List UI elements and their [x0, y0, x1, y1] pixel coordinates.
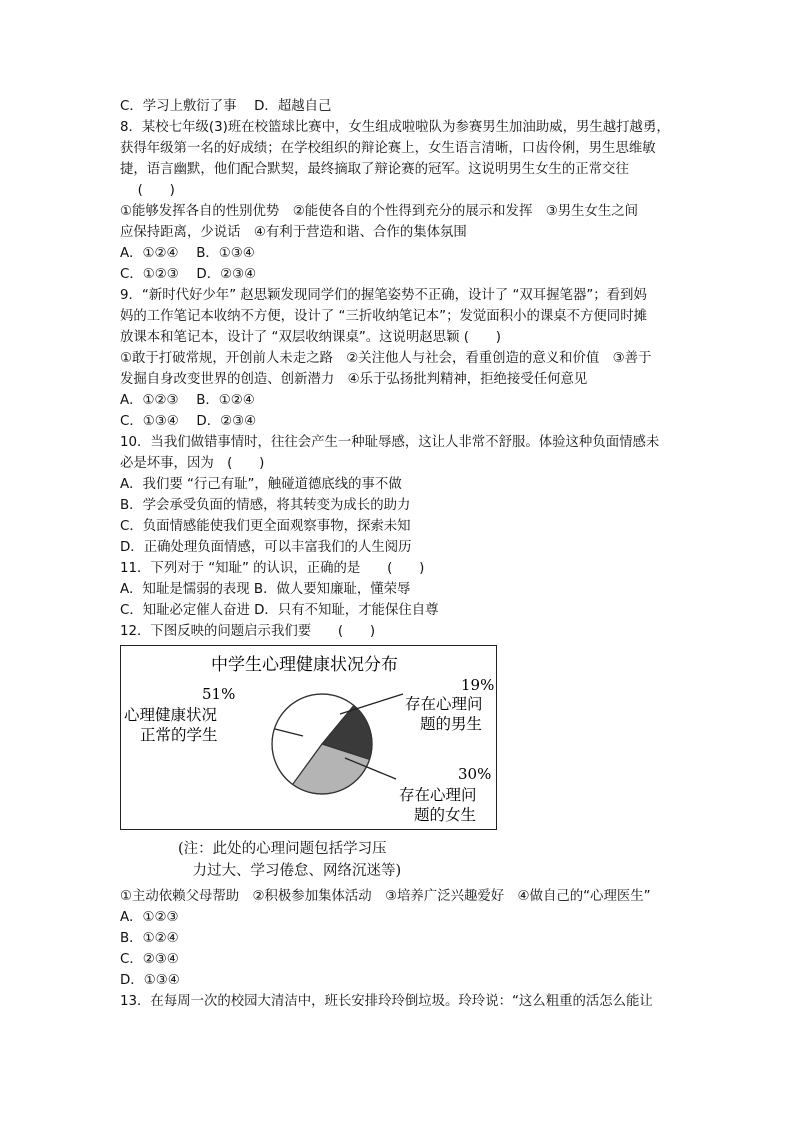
q8-stem-line1: 8．某校七年级(3)班在校篮球比赛中，女生组成啦啦队为参赛男生加油助威，男生越打越勇， [120, 120, 670, 135]
q9-statements-line1: ①敢于打破常规，开创前人未走之路 ②关注他人与社会，看重创造的意义和价值 ③善于 [120, 351, 652, 366]
q9-stem-line2: 妈的工作笔记本收纳不方便，设计了 “三折收纳笔记本”；发觉面积小的课桌不方便同时摊 [120, 309, 647, 324]
q11-options-ab: A．知耻是懦弱的表现 B．做人要知廉耻，懂荣辱 [120, 582, 411, 597]
q8-answer-blank: ( ) [120, 183, 175, 198]
figure-note-line1: (注：此处的心理问题包括学习压 [178, 841, 387, 857]
q10-stem-line1: 10．当我们做错事情时，往往会产生一种耻辱感，这让人非常不舒服。体验这种负面情感未 [120, 435, 660, 450]
chart-title: 中学生心理健康状况分布 [211, 655, 398, 675]
pie-chart-figure [120, 645, 497, 830]
q7-options-cd: C．学习上敷衍了事 D．超越自己 [120, 99, 332, 114]
q12-option-d: D．①③④ [120, 973, 180, 988]
pie-chart-svg [121, 646, 498, 831]
label-normal-line1: 心理健康状况 [124, 706, 218, 724]
q8-stem-line2: 获得年级第一名的好成绩；在学校组织的辩论赛上，女生语言清晰，口齿伶俐，男生思维敏 [120, 141, 656, 156]
q11-options-cd: C．知耻必定催人奋进 D．只有不知耻，才能保住自尊 [120, 603, 439, 618]
label-normal-line2: 正常的学生 [140, 726, 218, 744]
label-normal-pct: 51% [202, 685, 236, 703]
q8-options-cd: C．①②③ D．②③④ [120, 267, 257, 282]
label-boys-pct: 19% [461, 676, 495, 694]
q10-option-a: A．我们要 “行己有耻”，触碰道德底线的事不做 [120, 477, 402, 492]
label-girls-line1: 存在心理问 [399, 786, 477, 804]
q12-option-c: C．②③④ [120, 952, 179, 967]
label-boys-line1: 存在心理问 [405, 695, 483, 713]
q8-statements-line2: 应保持距离，少说话 ④有利于营造和谐、合作的集体氛围 [120, 225, 467, 240]
q10-option-b: B．学会承受负面的情感，将其转变为成长的助力 [120, 498, 411, 513]
q8-statements-line1: ①能够发挥各自的性别优势 ②能使各自的个性得到充分的展示和发挥 ③男生女生之间 [120, 204, 639, 219]
q9-stem-line3: 放课本和笔记本，设计了 “双层收纳课桌”。这说明赵思颖 ( ) [120, 330, 501, 345]
q12-stem: 12．下图反映的问题启示我们要 ( ) [120, 624, 376, 639]
q8-stem-line3: 捷，语言幽默，他们配合默契，最终摘取了辩论赛的冠军。这说明男生女生的正常交往 [120, 162, 629, 177]
label-boys-line2: 题的男生 [420, 715, 483, 733]
q12-option-a: A．①②③ [120, 910, 179, 925]
q9-options-cd: C．①③④ D．②③④ [120, 414, 257, 429]
q10-stem-line2: 必是坏事，因为 ( ) [120, 456, 265, 471]
q12-statements: ①主动依赖父母帮助 ②积极参加集体活动 ③培养广泛兴趣爱好 ④做自己的“心理医生” [120, 889, 651, 904]
q9-statements-line2: 发掘自身改变世界的创造、创新潜力 ④乐于弘扬批判精神，拒绝接受任何意见 [120, 372, 588, 387]
label-girls-line2: 题的女生 [414, 806, 477, 824]
q9-options-ab: A．①②③ B．①②④ [120, 393, 255, 408]
q9-stem-line1: 9．“新时代好少年” 赵思颖发现同学们的握笔姿势不正确，设计了 “双耳握笔器”；看到妈 [120, 288, 647, 303]
q10-option-c: C．负面情感能使我们更全面观察事物，探索未知 [120, 519, 411, 534]
q10-option-d: D．正确处理负面情感，可以丰富我们的人生阅历 [120, 540, 412, 555]
label-girls-pct: 30% [458, 765, 492, 783]
figure-note-line2: 力过大、学习倦怠、网络沉迷等) [178, 863, 402, 879]
q11-stem: 11．下列对于 “知耻” 的认识，正确的是 ( ) [120, 561, 425, 576]
q12-option-b: B．①②④ [120, 931, 179, 946]
q8-options-ab: A．①②④ B．①③④ [120, 246, 255, 261]
q13-stem-line1: 13．在每周一次的校园大清洁中，班长安排玲玲倒垃圾。玲玲说：“这么粗重的活怎么能让 [120, 994, 653, 1009]
